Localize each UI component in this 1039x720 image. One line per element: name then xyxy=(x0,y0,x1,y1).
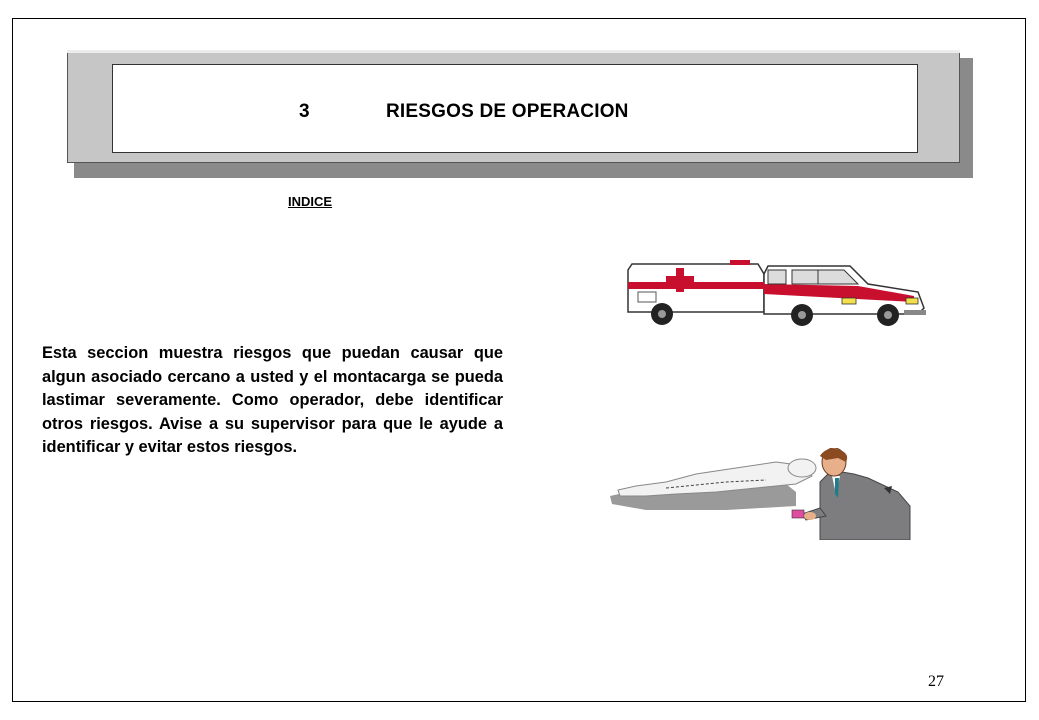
section-number: 3 xyxy=(299,101,310,122)
intro-paragraph: Esta seccion muestra riesgos que puedan causar que algun asociado cercano a usted y el montacarga se pueda lastimar severamente. Como operador, debe identificar otros riesgos. Avise a su supervisor para que le ayude a identificar y evitar estos riesgos. xyxy=(42,344,503,456)
ambulance-icon xyxy=(618,252,930,330)
title-banner-bevel xyxy=(67,50,960,53)
page-number: 27 xyxy=(928,673,944,690)
injured-person-icon xyxy=(606,448,914,540)
indice-link[interactable]: INDICE xyxy=(288,194,333,209)
section-title: RIESGOS DE OPERACION xyxy=(386,101,629,122)
